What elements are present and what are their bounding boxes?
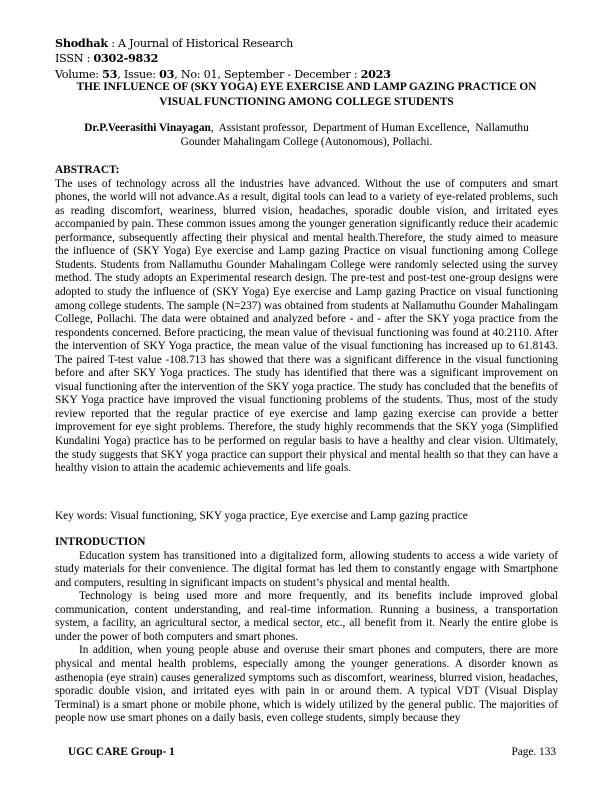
abstract-text: The uses of technology across all the industries have advanced. Without the use of computers and smart phones, the world will not advance.As a result, digital tools can lead to a variety of eye-related problems, such as reading discomfort, weariness, blurred vision, headaches, sporadic double vision, and irritated eyes accompanied by pain. These common issues among the younger generation significantly reduce their academic performance, subsequently affecting their physical and mental health.Therefore, the study aimed to measure the influence of (SKY Yoga) Eye exercise and Lamp gazing Practice on visual functioning among College Students. Students from Nallamuthu Gounder Mahalingam College were randomly selected using the survey method. The study adopts an Experimental research design. The pre-test and post-test one-group designs were adopted to study the influence of (SKY Yoga) Eye exercise and Lamp gazing Practice on visual functioning among college students. The sample (N=237) was obtained from students at Nallamuthu Gounder Mahalingam College, Pollachi. The data were obtained and analyzed before - and - after the SKY yoga practice from the respondents concerned. Before practicing, the mean value of thevisual functioning was found at 40.2110. After the intervention of SKY Yoga practice, the mean value of the visual functioning has increased up to 61.8143. The paired T-test value -108.713 has showed that there was a significant difference in the visual functioning before and after SKY Yoga practices. The study has identified that there was a significant improvement on visual functioning after the intervention of the SKY yoga practice. The study has concluded that the benefits of SKY Yoga practice have improved the visual functioning problems of the students. Thus, most of the study review reported that the regular practice of eye exercise and lamp gazing exercise can provide a better improvement for eye sight problems. Therefore, the study highly recommends that the SKY yoga (Simplified Kundalini Yoga) practice has to be performed on regular basis to have a healthy and clear vision. Ultimately, the study suggests that SKY yoga practice can support their physical and mental health so that they can have a healthy vision to attain the academic achievements and life goals.: [55, 177, 558, 475]
number-label: , No: 01, September - December :: [174, 67, 361, 81]
journal-title-line: [55, 36, 555, 51]
author-name: Dr.P.Veerasithi Vinayagan: [84, 122, 211, 134]
abstract-section: [55, 164, 558, 476]
paper-title: [55, 80, 558, 109]
issue-label: , Issue:: [117, 67, 160, 81]
journal-header: [55, 36, 555, 82]
issue-value: 03: [159, 66, 175, 81]
abstract-heading: ABSTRACT:: [55, 164, 120, 176]
issn-line: [55, 51, 555, 66]
journal-subtitle: : A Journal of Historical Research: [107, 37, 294, 50]
author-block: [55, 121, 558, 150]
volume-label: Volume:: [55, 67, 103, 81]
title-line-1: THE INFLUENCE OF (SKY YOGA) EYE EXERCISE AND LAMP GAZING PRACTICE ON: [76, 81, 537, 93]
introduction-paragraph: Education system has transitioned into a digitalized form, allowing students to access a wide variety of study materials for their convenience. The digital format has led them to constantly engage with Smartphone and computers, resulting in significant impacts on student’s physical and mental health.: [55, 549, 558, 589]
issn-value: 0302-9832: [93, 51, 159, 66]
journal-name: Shodhak: [55, 36, 108, 50]
author-line-1: [55, 121, 558, 135]
year-value: 2023: [360, 66, 391, 81]
introduction-paragraph: In addition, when young people abuse and overuse their smart phones and computers, there are more physical and mental health problems, especially among the younger generations. A disorder known as asthenopia (eye strain) causes generalized symptoms such as discomfort, weariness, blurred vision, headaches, sporadic double vision, and irritated eyes with pain in or around them. A typical VDT (Visual Display Terminal) is a smart phone or mobile phone, which is widely utilized by the general public. The majorities of people now use smart phones on a daily basis, even college students, simply because they: [55, 644, 558, 725]
footer-ugc-label: UGC CARE Group- 1: [68, 746, 175, 758]
keywords-text: Key words: Visual functioning, SKY yoga practice, Eye exercise and Lamp gazing practice: [55, 510, 468, 522]
introduction-heading: INTRODUCTION: [55, 536, 146, 548]
introduction-paragraph: Technology is being used more and more frequently, and its benefits include improved global communication, content understanding, and real-time information. Running a business, a transportation system, a facility, an agricultural sector, a medical sector, etc., all benefit from it. Nearly the entire globe is under the power of both computers and smart phones.: [55, 590, 558, 643]
introduction-section: [55, 536, 558, 726]
author-affiliation-2: Gounder Mahalingam College (Autonomous), Pollachi.: [180, 136, 433, 149]
author-affiliation-1: , Assistant professor, Department of Human Excellence, Nallamuthu: [210, 122, 529, 134]
keywords-section: [55, 510, 558, 524]
footer-page-number: Page. 133: [511, 746, 556, 758]
issn-label: ISSN :: [55, 52, 94, 66]
volume-value: 53: [102, 66, 118, 81]
title-line-2: VISUAL FUNCTIONING AMONG COLLEGE STUDENTS: [159, 95, 454, 108]
